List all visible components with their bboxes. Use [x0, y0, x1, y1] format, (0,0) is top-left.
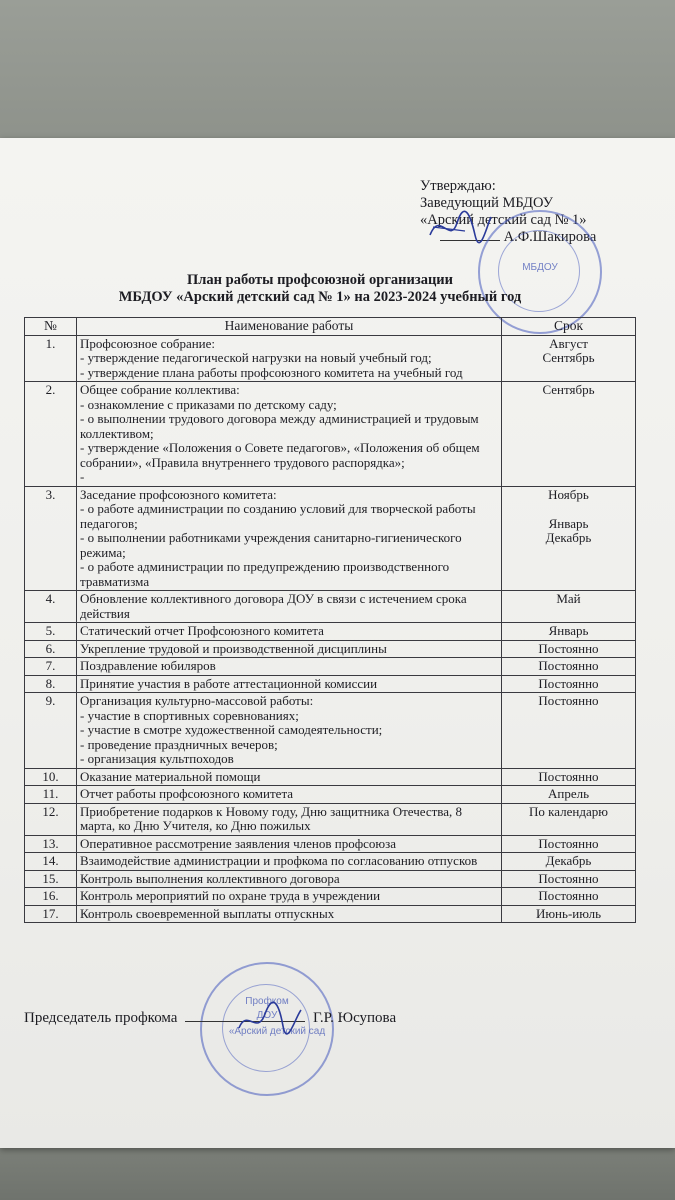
- row-number: 8.: [25, 675, 77, 693]
- table-row: [25, 768, 636, 786]
- row-task: [77, 853, 502, 871]
- row-task: [77, 640, 502, 658]
- task-line: Обновление коллективного договора ДОУ в связи с истечением срока действия: [80, 591, 467, 621]
- row-term: [502, 870, 636, 888]
- work-plan-table: [24, 317, 636, 923]
- title-line-1: План работы профсоюзной организации: [186, 272, 454, 288]
- row-number: 17.: [25, 905, 77, 923]
- table-row: [25, 675, 636, 693]
- row-term: [502, 905, 636, 923]
- row-number: 3.: [25, 486, 77, 591]
- task-line: - проведение праздничных вечеров;: [80, 736, 278, 752]
- term-line: Июнь-июль: [535, 905, 602, 921]
- table-row: [25, 382, 636, 487]
- task-line: Заседание профсоюзного комитета:: [80, 486, 277, 502]
- row-term: [502, 693, 636, 769]
- row-number: 10.: [25, 768, 77, 786]
- row-term: [502, 382, 636, 487]
- task-line: Профсоюзное собрание:: [80, 335, 216, 351]
- table-row: [25, 623, 636, 641]
- table-row: [25, 335, 636, 382]
- row-number: 4.: [25, 591, 77, 623]
- table-row: [25, 870, 636, 888]
- background-top: [0, 0, 675, 140]
- row-task: [77, 693, 502, 769]
- row-term: [502, 335, 636, 382]
- approval-signatory-name: А.Ф.Шакирова: [503, 229, 597, 245]
- row-term: [502, 623, 636, 641]
- task-line: - о работе администрации по предупреждению производственного травматизма: [80, 559, 450, 589]
- task-line: Отчет работы профсоюзного комитета: [80, 786, 294, 801]
- term-line: Сентябрь: [542, 382, 595, 397]
- table-row: [25, 888, 636, 906]
- row-number: 16.: [25, 888, 77, 906]
- row-number: 6.: [25, 640, 77, 658]
- bottom-stamp-line-2: ДОУ: [256, 1010, 278, 1021]
- task-line: -: [80, 469, 85, 484]
- header-task: Наименование работы: [77, 318, 502, 336]
- approval-line-1: Утверждаю:: [420, 178, 496, 194]
- term-line: Постоянно: [538, 693, 599, 708]
- row-task: [77, 335, 502, 382]
- director-signature: [425, 205, 495, 250]
- row-term: [502, 835, 636, 853]
- term-line: По календарю: [529, 803, 608, 819]
- top-stamp-text: МБДОУ: [522, 262, 558, 273]
- row-term: [502, 675, 636, 693]
- term-line: Постоянно: [538, 870, 599, 886]
- row-number: 1.: [25, 335, 77, 382]
- term-line: Сентябрь: [542, 350, 595, 365]
- task-line: - утверждение плана работы профсоюзного комитета на учебный год: [80, 364, 463, 380]
- approval-line-2: Заведующий МБДОУ: [420, 195, 553, 211]
- task-line: Контроль своевременной выплаты отпускных: [80, 905, 335, 921]
- term-line: Декабрь: [545, 530, 592, 545]
- row-number: 5.: [25, 623, 77, 641]
- header-number: №: [25, 318, 77, 336]
- table-row: [25, 693, 636, 769]
- term-line: Январь: [548, 515, 589, 531]
- row-number: 12.: [25, 803, 77, 835]
- table-row: [25, 658, 636, 676]
- row-number: 15.: [25, 870, 77, 888]
- row-term: [502, 591, 636, 623]
- row-number: 14.: [25, 853, 77, 871]
- task-line: - о выполнении работниками учреждения санитарно-гигиенического режима;: [80, 530, 462, 560]
- row-task: [77, 888, 502, 906]
- task-line: Оперативное рассмотрение заявления членов профсоюза: [80, 835, 397, 851]
- background-bottom: [0, 1140, 675, 1200]
- task-line: - утверждение педагогической нагрузки на новый учебный год;: [80, 350, 432, 365]
- header-term: Срок: [502, 318, 636, 336]
- approval-line-3: «Арский детский сад № 1»: [420, 212, 587, 228]
- row-task: [77, 591, 502, 623]
- chair-signature: [235, 1000, 305, 1040]
- row-task: [77, 870, 502, 888]
- row-task: [77, 803, 502, 835]
- row-task: [77, 382, 502, 487]
- row-number: 9.: [25, 693, 77, 769]
- table-row: [25, 591, 636, 623]
- task-line: Оказание материальной помощи: [80, 768, 261, 784]
- task-line: Взаимодействие администрации и профкома по согласованию отпусков: [80, 853, 478, 868]
- task-line: Принятие участия в работе аттестационной комиссии: [80, 675, 378, 691]
- chair-name: Г.Р. Юсупова: [312, 1010, 397, 1026]
- row-term: [502, 658, 636, 676]
- task-line: - участие в спортивных соревнованиях;: [80, 707, 299, 723]
- row-term: [502, 486, 636, 591]
- term-line: [505, 502, 632, 517]
- row-task: [77, 905, 502, 923]
- task-line: - утверждение «Положения о Совете педагогов», «Положения об общем собрании», «Правила внутреннего трудового распорядка»;: [80, 440, 480, 470]
- task-line: Приобретение подарков к Новому году, Дню защитника Отечества, 8 марта, ко Дню Учителя, ко Дню пожилых: [80, 803, 463, 833]
- table-body: [25, 335, 636, 923]
- row-task: [77, 675, 502, 693]
- term-line: Январь: [548, 623, 589, 638]
- task-line: Контроль мероприятий по охране труда в учреждении: [80, 888, 381, 903]
- row-task: [77, 486, 502, 591]
- row-task: [77, 835, 502, 853]
- task-line: - участие в смотре художественной самодеятельности;: [80, 722, 383, 737]
- term-line: Май: [556, 591, 581, 606]
- task-line: - организация культпоходов: [80, 751, 234, 766]
- row-term: [502, 888, 636, 906]
- task-line: Общее собрание коллектива:: [80, 382, 240, 397]
- chair-signature-line: [24, 1010, 444, 1027]
- task-line: Контроль выполнения коллективного договора: [80, 870, 340, 886]
- table-row: [25, 905, 636, 923]
- table-row: [25, 803, 636, 835]
- term-line: Декабрь: [545, 853, 592, 868]
- task-line: - о выполнении трудового договора между администрацией и трудовым коллективом;: [80, 411, 479, 441]
- task-line: Статический отчет Профсоюзного комитета: [80, 623, 324, 638]
- chair-label: Председатель профкома: [24, 1010, 178, 1026]
- row-number: 11.: [25, 786, 77, 804]
- task-line: - ознакомление с приказами по детскому саду;: [80, 396, 337, 412]
- bottom-stamp-line-1: Профком: [245, 996, 289, 1007]
- term-line: Постоянно: [538, 658, 599, 673]
- row-term: [502, 853, 636, 871]
- row-term: [502, 786, 636, 804]
- term-line: Постоянно: [538, 675, 599, 691]
- term-line: Апрель: [547, 786, 590, 801]
- bottom-stamp-line-3: «Арский детский сад: [228, 1026, 326, 1037]
- row-term: [502, 803, 636, 835]
- task-line: Организация культурно-массовой работы:: [80, 693, 314, 708]
- row-task: [77, 623, 502, 641]
- document-title: [40, 272, 600, 306]
- row-number: 13.: [25, 835, 77, 853]
- table-header-row: [25, 318, 636, 336]
- table-row: [25, 640, 636, 658]
- term-line: Постоянно: [538, 768, 599, 784]
- term-line: Постоянно: [538, 640, 599, 656]
- task-line: Поздравление юбиляров: [80, 658, 216, 673]
- row-task: [77, 768, 502, 786]
- row-term: [502, 640, 636, 658]
- table-row: [25, 835, 636, 853]
- title-line-2: МБДОУ «Арский детский сад № 1» на 2023-2024 учебный год: [118, 289, 522, 305]
- task-line: Укрепление трудовой и производственной дисциплины: [80, 640, 387, 656]
- task-line: - о работе администрации по созданию условий для творческой работы педагогов;: [80, 501, 476, 531]
- row-task: [77, 658, 502, 676]
- row-task: [77, 786, 502, 804]
- term-line: Постоянно: [538, 888, 599, 903]
- table-row: [25, 853, 636, 871]
- row-number: 7.: [25, 658, 77, 676]
- term-line: Ноябрь: [548, 486, 589, 502]
- table-row: [25, 486, 636, 591]
- table-row: [25, 786, 636, 804]
- row-term: [502, 768, 636, 786]
- row-number: 2.: [25, 382, 77, 487]
- term-line: Постоянно: [538, 835, 599, 851]
- term-line: Август: [549, 335, 588, 351]
